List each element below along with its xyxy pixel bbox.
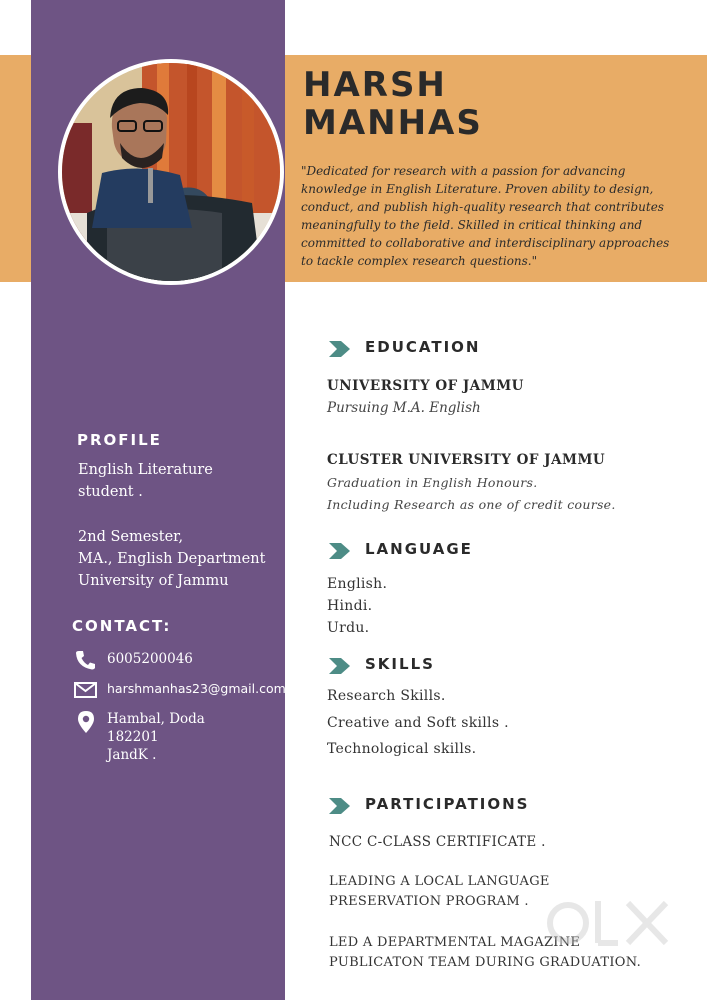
name-last: MANHAS (303, 103, 483, 143)
participation-item: NCC C-CLASS CERTIFICATE . (329, 834, 546, 850)
contact-heading: CONTACT: (72, 617, 172, 635)
envelope-icon (74, 680, 98, 700)
person-name (303, 66, 483, 142)
chevron-right-icon (329, 542, 351, 560)
participations-heading: PARTICIPATIONS (365, 795, 530, 813)
participation-item: LED A DEPARTMENTAL MAGAZINE (329, 935, 581, 950)
address-line: Hambal, Doda (107, 711, 205, 727)
profile-photo-illustration (62, 63, 280, 281)
education-institution: CLUSTER UNIVERSITY OF JAMMU (327, 452, 606, 468)
participation-item: PUBLICATON TEAM DURING GRADUATION. (329, 955, 641, 970)
education-institution: UNIVERSITY OF JAMMU (327, 378, 524, 394)
profile-heading: PROFILE (77, 431, 162, 449)
chevron-right-icon (329, 657, 351, 675)
language-item: English. (327, 576, 388, 592)
education-detail: Pursuing M.A. English (327, 400, 481, 416)
skills-heading: SKILLS (365, 655, 435, 673)
olx-watermark-logo (546, 895, 674, 955)
profile-line: English Literature (78, 462, 213, 478)
email-address: harshmanhas23@gmail.com (107, 681, 286, 696)
profile-line: student . (78, 484, 143, 500)
participation-item: LEADING A LOCAL LANGUAGE (329, 874, 550, 889)
language-item: Urdu. (327, 620, 370, 636)
summary-statement: "Dedicated for research with a passion for advancing knowledge in English Literature. Proven ability to design, conduct, and publish high-quality research that contributes meaningfully to the field. Skilled in critical thinking and committed to collaborative and interdisciplinary approaches to tackle complex research questions." (301, 164, 670, 268)
phone-number: 6005200046 (107, 651, 193, 667)
profile-line: 2nd Semester, (78, 529, 184, 545)
address-line: JandK . (107, 747, 157, 763)
profile-line: MA., English Department (78, 551, 266, 567)
education-heading: EDUCATION (365, 338, 481, 356)
participation-item: PRESERVATION PROGRAM . (329, 894, 529, 909)
skill-item: Technological skills. (327, 741, 477, 757)
profile-line: University of Jammu (78, 573, 229, 589)
address-line: 182201 (107, 729, 159, 745)
chevron-right-icon (329, 340, 351, 358)
skill-item: Research Skills. (327, 688, 446, 704)
location-pin-icon (74, 710, 98, 734)
phone-icon (74, 650, 98, 670)
education-detail: Including Research as one of credit course. (327, 497, 616, 512)
profile-photo (58, 59, 284, 285)
chevron-right-icon (329, 797, 351, 815)
skill-item: Creative and Soft skills . (327, 715, 509, 731)
language-item: Hindi. (327, 598, 373, 614)
language-heading: LANGUAGE (365, 540, 473, 558)
education-detail: Graduation in English Honours. (327, 475, 538, 490)
name-first: HARSH (303, 65, 447, 105)
